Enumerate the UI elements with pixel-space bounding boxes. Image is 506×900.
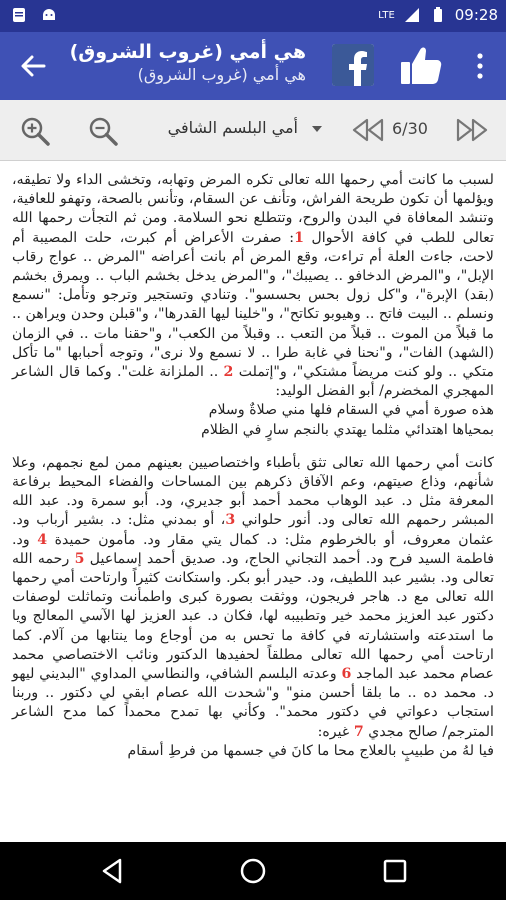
signal-icon [403, 6, 421, 24]
verse-line-1: هذه صورة أمي في السقام فلها مني صلاةٌ وسلام [208, 402, 494, 419]
verse-line-3: فيا لهُ من طبيبٍ بالعلاج محا ما كانَ في جسمها من فرطِ أسقام [127, 742, 494, 759]
text-run: رحمه الله تعالى ود. بشير عبد اللطيف، ود. حيدر أبو بكر. واستكانت كثيراً وارتاحت أمي رحمها الله تعالى مع د. هاجر فريجون، ووثقت بصورة كبرى واطمأنت وتماثلت لوصفات دكتور عبد العزيز محمد خير وتطبيبه لها، فكان د. عبد العزيز لها الآسي المعالج ويا ما استدعته واستشارته في كافة ما تحس به من أوجاع وما ينتابها من آلام. كما ارتاحت أمي رحمها الله تعالى مطلقاً لحفيدها الدكتور ونائب الاختصاصي محمد عصام محمد عبد الماجد [12, 550, 494, 683]
network-label: LTE [378, 9, 395, 21]
footnote-3[interactable]: 3 [225, 512, 236, 529]
battery-icon [429, 6, 447, 24]
back-arrow-icon[interactable] [14, 48, 54, 84]
page-title: هي أمي (غروب الشروق) [69, 41, 306, 63]
system-nav-bar [0, 842, 506, 900]
facebook-share-button[interactable] [332, 44, 374, 86]
voice-select-label[interactable]: أمي البلسم الشافي [167, 118, 298, 137]
overflow-menu-icon[interactable] [468, 48, 492, 84]
fast-forward-icon[interactable] [454, 116, 490, 144]
reader-toolbar [0, 100, 506, 161]
facebook-icon [332, 44, 374, 86]
dropdown-arrow-icon[interactable] [310, 124, 324, 134]
text-run: غيره: [317, 723, 354, 740]
footnote-2[interactable]: 2 [223, 364, 234, 381]
text-run: وعدته البلسم الشافي، والنطاسي المداوي "البديني ليهو د. محمد ده .. ما بلقا أحسن منو" و"شحدت الله عصام ابقي لي دكتور .. وربنا استجاب دعواتي في دكتور محمد". وكأني بها تمدح محمداً كما مدح الشاعر المترجم/ صالح مجدي [12, 666, 494, 740]
page-counter: 6/30 [392, 119, 428, 138]
verse-line-2: بمحياها اهتدائي مثلما يهتدي بالنجم سارٍ في الظلام [201, 421, 494, 438]
clock: 09:28 [454, 6, 498, 24]
article-text [0, 161, 506, 761]
footnote-4[interactable]: 4 [37, 531, 48, 548]
title-block [70, 40, 306, 86]
zoom-in-icon[interactable] [18, 114, 52, 148]
status-bar [0, 0, 506, 32]
footnote-1[interactable]: 1 [294, 229, 304, 246]
text-run: ، أو بمدني مثل: د. بشير أرباب ود. عثمان معروف، أو بالخرطوم مثل: د. كمال يتي مقار ود. مأمون حميدة [12, 512, 494, 548]
footnote-7[interactable]: 7 [353, 723, 364, 740]
back-triangle-icon[interactable] [98, 856, 128, 886]
app-bar [0, 32, 506, 100]
text-run: لسبب ما كانت أمي رحمها الله تعالى تكره المرض وتهابه، وتخشى الداء ولا تطيقه، ويؤلمها أن تكون طريحة الفراش، وتأنف عن السقام، وتأنس بالصحة، وتهفو للعافية، وتنشد المعافاة في البدن والروح، وتتطلع نحو السلامة. ومن ثم التجأت رحمها الله تعالى للطب في كافة الأحوال [12, 172, 495, 246]
footnote-5[interactable]: 5 [74, 550, 85, 567]
reading-pane[interactable] [0, 161, 506, 841]
paragraph-2 [12, 454, 494, 761]
text-run: ود. فاطمة السيد فرح ود. أحمد التجاني الحاج، ود. صديق أحمد إسماعيل [12, 531, 494, 567]
recents-square-icon[interactable] [380, 856, 410, 886]
footnote-6[interactable]: 6 [341, 666, 352, 683]
text-run: : صفرت الأعراض أم كبرت، حلت المصيبة أم لاحت، جاءت العلة أم تراءت، وقع المرض أم بانت أعراضه "المرض .. عواج رقاب الإبل"، و"المرض الدخافو .. يصيبك"، و"المرض يدخل بخشم الباب .. ويمرق بخشم (بقد) الإبرة"، و"كل زول بحس بحسسو". وتنادي وتستجير وترجو وتأمل: "نسمع ونسلم .. البيت فاتح .. وهيوبو تكاتح"، و"خلينا ليها القدرها"، و"قبلن وحدن ويراهن .. ما قبلاً من الموت .. قبلاً من التعب .. وقبلاً من الكعب"، و"حقنا مات .. في الزمان (الشهد) الفات"، و"نحنا في غابة طرا .. لا نسمع ولا نرى"، وتوجه أحبابها "ما تأكل متكي .. ولو كنت مريضاً مشتكي"، و"إتملت [12, 229, 494, 381]
paragraph-1 [12, 171, 494, 440]
rewind-icon[interactable] [350, 116, 386, 144]
page-subtitle: هي أمي (غروب الشروق) [137, 65, 306, 84]
text-run: كانت أمي رحمها الله تعالى تثق بأطباء واختصاصيين بعينهم ممن لمع نجمهم، وعلا شأنهم، وذاع صيتهم، وعم الآفاق ذكرهم بين المساحات والفضاء المحيط برفاعة المعرفة مثل د. عبد الوهاب محمد أحمد أبو جديري، ود. أبو سمرة ود. عبد الله المبشر رحمهم الله تعالى ود. أنور حلواني [12, 454, 494, 529]
android-icon [40, 6, 58, 24]
thumbs-up-icon[interactable] [398, 42, 444, 88]
text-run: .. الملزانة غلت". وكما قال الشاعر المهجري المخضرم/ أبو الفضل الوليد: [12, 364, 494, 400]
document-icon [10, 6, 28, 24]
home-circle-icon[interactable] [238, 856, 268, 886]
zoom-out-icon[interactable] [86, 114, 120, 148]
